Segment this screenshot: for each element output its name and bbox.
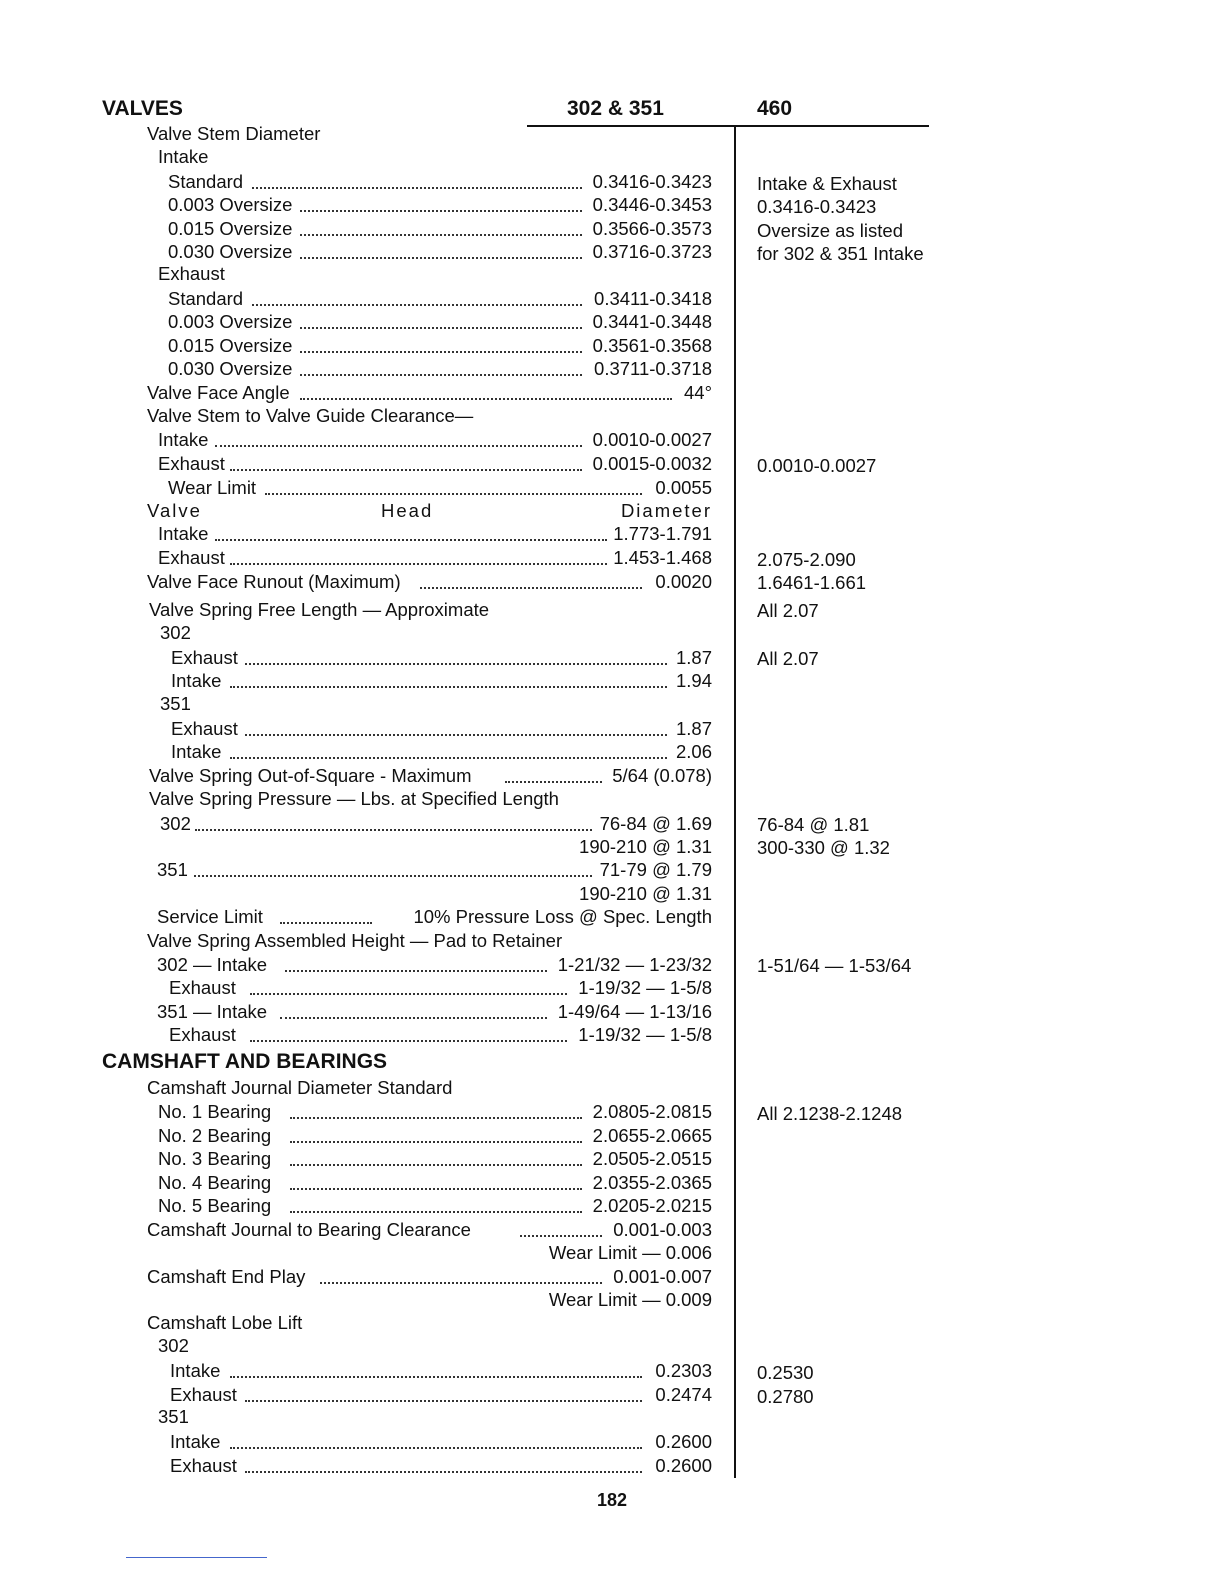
spec-row bbox=[0, 357, 712, 381]
page-number: 182 bbox=[596, 1490, 628, 1510]
leader-dots bbox=[320, 1282, 602, 1284]
spec-value: 0.3711-0.3718 bbox=[591, 357, 712, 381]
spec-label: Valve bbox=[147, 499, 206, 523]
spec-label: No. 3 Bearing bbox=[158, 1147, 275, 1171]
spec-label: Valve Spring Pressure — Lbs. at Specified Length bbox=[149, 787, 563, 811]
column-header-302-351: 302 & 351 bbox=[567, 97, 664, 120]
leader-dots bbox=[230, 469, 582, 471]
spec-value: 0.0015-0.0032 bbox=[590, 452, 712, 476]
spec-label: Valve Face Angle bbox=[147, 381, 294, 405]
leader-dots bbox=[250, 993, 567, 995]
spec-label: Valve Spring Out-of-Square - Maximum bbox=[149, 764, 476, 788]
spec-460-value: 1-51/64 — 1-53/64 bbox=[757, 955, 912, 976]
spec-label: Intake bbox=[158, 522, 212, 546]
spec-row bbox=[0, 1241, 712, 1265]
spec-label: Exhaust bbox=[169, 976, 240, 1000]
spec-460-value: 0.2780 bbox=[757, 1386, 814, 1407]
spec-row bbox=[0, 193, 712, 217]
spec-label: Exhaust bbox=[158, 262, 229, 286]
footer-rule bbox=[126, 1557, 267, 1558]
spec-label: Intake bbox=[171, 740, 225, 764]
leader-dots bbox=[230, 1447, 642, 1449]
spec-row bbox=[0, 812, 712, 836]
spec-label: 302 bbox=[160, 621, 195, 645]
leader-dots bbox=[300, 374, 582, 376]
spec-label: Valve Stem Diameter bbox=[147, 122, 324, 146]
spec-row bbox=[0, 692, 712, 716]
spec-row bbox=[0, 740, 712, 764]
spec-row bbox=[0, 1218, 712, 1242]
spec-row bbox=[0, 1023, 712, 1047]
spec-value: 0.3441-0.3448 bbox=[590, 310, 712, 334]
leader-dots bbox=[245, 1400, 642, 1402]
spec-label: Exhaust bbox=[170, 1383, 241, 1407]
spec-460-value: 76-84 @ 1.81 bbox=[757, 814, 870, 835]
leader-dots bbox=[230, 686, 667, 688]
leader-dots bbox=[290, 1164, 582, 1166]
leader-dots bbox=[290, 1211, 582, 1213]
spec-row bbox=[0, 240, 712, 264]
spec-row bbox=[0, 546, 712, 570]
leader-dots bbox=[230, 757, 667, 759]
spec-460-value: 300-330 @ 1.32 bbox=[757, 837, 890, 858]
column-header-460: 460 bbox=[757, 97, 793, 120]
spec-row bbox=[0, 882, 712, 906]
spec-label: Wear Limit bbox=[168, 476, 260, 500]
spec-label: Exhaust bbox=[171, 646, 242, 670]
leader-dots bbox=[190, 875, 592, 877]
spec-row bbox=[0, 646, 712, 670]
spec-row bbox=[0, 598, 712, 622]
leader-dots bbox=[290, 1117, 582, 1119]
spec-value: 2.0655-2.0665 bbox=[590, 1124, 712, 1148]
leader-dots bbox=[300, 351, 582, 353]
spec-460-value: 0.0010-0.0027 bbox=[757, 455, 877, 476]
leader-dots bbox=[280, 1017, 547, 1019]
spec-460-value: All 2.07 bbox=[757, 600, 819, 621]
diameter-label: Diameter bbox=[618, 499, 712, 523]
spec-row bbox=[0, 1454, 712, 1478]
spec-row bbox=[0, 1383, 712, 1407]
spec-row bbox=[0, 122, 712, 146]
spec-row bbox=[0, 476, 712, 500]
spec-value: 0.3446-0.3453 bbox=[590, 193, 712, 217]
spec-label: Exhaust bbox=[169, 1023, 240, 1047]
spec-value: 1-21/32 — 1-23/32 bbox=[555, 953, 712, 977]
leader-dots bbox=[280, 922, 372, 924]
spec-row bbox=[0, 929, 712, 953]
spec-row bbox=[0, 287, 712, 311]
spec-row bbox=[0, 570, 712, 594]
leader-dots bbox=[285, 970, 547, 972]
spec-row bbox=[0, 381, 712, 405]
spec-460-value: All 2.1238-2.1248 bbox=[757, 1103, 903, 1124]
spec-label: Exhaust bbox=[171, 717, 242, 741]
spec-label: 351 bbox=[160, 692, 195, 716]
spec-value: 2.0205-2.0215 bbox=[590, 1194, 712, 1218]
leader-dots bbox=[250, 1040, 567, 1042]
spec-row bbox=[0, 1311, 712, 1335]
spec-value: 190-210 @ 1.31 bbox=[576, 835, 712, 859]
spec-label: No. 2 Bearing bbox=[158, 1124, 275, 1148]
spec-value: 44° bbox=[681, 381, 712, 405]
leader-dots bbox=[195, 829, 592, 831]
spec-value: 1.94 bbox=[673, 669, 712, 693]
spec-value: 190-210 @ 1.31 bbox=[576, 882, 712, 906]
spec-label: Valve Stem to Valve Guide Clearance— bbox=[147, 404, 477, 428]
leader-dots bbox=[300, 257, 582, 259]
spec-label: No. 1 Bearing bbox=[158, 1100, 275, 1124]
spec-value: 2.0505-2.0515 bbox=[590, 1147, 712, 1171]
spec-row bbox=[0, 404, 712, 428]
spec-row bbox=[0, 428, 712, 452]
spec-label: Camshaft Lobe Lift bbox=[147, 1311, 306, 1335]
leader-dots bbox=[300, 327, 582, 329]
spec-row bbox=[0, 452, 712, 476]
spec-label: 351 bbox=[157, 858, 192, 882]
spec-label: 302 bbox=[158, 1334, 193, 1358]
leader-dots bbox=[252, 187, 582, 189]
leader-dots bbox=[245, 1471, 642, 1473]
spec-row bbox=[0, 787, 712, 811]
spec-row bbox=[0, 1100, 712, 1124]
spec-label: 0.030 Oversize bbox=[168, 240, 296, 264]
spec-label: Standard bbox=[168, 287, 247, 311]
spec-label: 0.015 Oversize bbox=[168, 334, 296, 358]
section-title-camshaft: CAMSHAFT AND BEARINGS bbox=[102, 1050, 388, 1073]
spec-label: Camshaft Journal to Bearing Clearance bbox=[147, 1218, 475, 1242]
spec-row bbox=[0, 835, 712, 859]
spec-value: 0.3416-0.3423 bbox=[590, 170, 712, 194]
spec-row bbox=[0, 1076, 712, 1100]
spec-label: 0.003 Oversize bbox=[168, 193, 296, 217]
spec-row bbox=[0, 1171, 712, 1195]
spec-value: 0.0020 bbox=[652, 570, 712, 594]
spec-value: 1.773-1.791 bbox=[610, 522, 712, 546]
spec-value: 0.2303 bbox=[652, 1359, 712, 1383]
spec-label: No. 5 Bearing bbox=[158, 1194, 275, 1218]
spec-label: Exhaust bbox=[158, 546, 229, 570]
spec-label: Exhaust bbox=[158, 452, 229, 476]
spec-value: 1.453-1.468 bbox=[610, 546, 712, 570]
spec-row bbox=[0, 1194, 712, 1218]
spec-value: 2.0805-2.0815 bbox=[590, 1100, 712, 1124]
spec-label: Camshaft End Play bbox=[147, 1265, 309, 1289]
spec-label: Service Limit bbox=[157, 905, 267, 929]
spec-label: Intake bbox=[170, 1359, 224, 1383]
leader-dots bbox=[252, 304, 582, 306]
spec-value: 0.2600 bbox=[652, 1430, 712, 1454]
spec-value: 0.3561-0.3568 bbox=[590, 334, 712, 358]
spec-460-value: Intake & Exhaust bbox=[757, 173, 897, 194]
spec-label: 0.003 Oversize bbox=[168, 310, 296, 334]
spec-label: Valve Face Runout (Maximum) bbox=[147, 570, 405, 594]
spec-label: 0.030 Oversize bbox=[168, 357, 296, 381]
spec-label: Standard bbox=[168, 170, 247, 194]
leader-dots bbox=[230, 563, 607, 565]
spec-value: 0.2600 bbox=[652, 1454, 712, 1478]
spec-460-value: for 302 & 351 Intake bbox=[757, 243, 924, 264]
spec-value: 2.0355-2.0365 bbox=[590, 1171, 712, 1195]
spec-row bbox=[0, 217, 712, 241]
leader-dots bbox=[290, 1141, 582, 1143]
spec-value: 76-84 @ 1.69 bbox=[597, 812, 712, 836]
leader-dots bbox=[215, 445, 582, 447]
spec-label: Valve Spring Assembled Height — Pad to Retainer bbox=[147, 929, 566, 953]
spec-row bbox=[0, 145, 712, 169]
leader-dots bbox=[300, 398, 672, 400]
spec-value: 1-19/32 — 1-5/8 bbox=[575, 1023, 712, 1047]
spec-row bbox=[0, 310, 712, 334]
leader-dots bbox=[265, 493, 642, 495]
spec-row bbox=[0, 717, 712, 741]
leader-dots bbox=[300, 210, 582, 212]
spec-value: Wear Limit — 0.006 bbox=[546, 1241, 712, 1265]
spec-label: No. 4 Bearing bbox=[158, 1171, 275, 1195]
spec-label: Exhaust bbox=[170, 1454, 241, 1478]
spec-label: 302 bbox=[160, 812, 195, 836]
leader-dots bbox=[505, 781, 602, 783]
spec-value: 1-49/64 — 1-13/16 bbox=[555, 1000, 712, 1024]
spec-row bbox=[0, 262, 712, 286]
leader-dots bbox=[300, 234, 582, 236]
spec-row bbox=[0, 1000, 712, 1024]
spec-value: 1.87 bbox=[673, 646, 712, 670]
spec-row bbox=[0, 858, 712, 882]
spec-row bbox=[0, 1405, 712, 1429]
spec-row bbox=[0, 499, 712, 523]
spec-label: Intake bbox=[158, 145, 212, 169]
spec-row bbox=[0, 522, 712, 546]
spec-460-value: 0.2530 bbox=[757, 1362, 814, 1383]
spec-row bbox=[0, 170, 712, 194]
leader-dots bbox=[245, 663, 667, 665]
spec-label: Intake bbox=[171, 669, 225, 693]
spec-row bbox=[0, 669, 712, 693]
spec-row bbox=[0, 1334, 712, 1358]
spec-value: 0.2474 bbox=[652, 1383, 712, 1407]
spec-label: Valve Spring Free Length — Approximate bbox=[149, 598, 493, 622]
spec-row bbox=[0, 1430, 712, 1454]
spec-label: Intake bbox=[158, 428, 212, 452]
leader-dots bbox=[245, 734, 667, 736]
spec-label: 302 — Intake bbox=[157, 953, 271, 977]
header-rule-right bbox=[734, 125, 929, 127]
spec-460-value: 0.3416-0.3423 bbox=[757, 196, 877, 217]
spec-value: 0.3716-0.3723 bbox=[590, 240, 712, 264]
column-divider bbox=[734, 126, 736, 1478]
leader-dots bbox=[420, 587, 642, 589]
spec-value: 0.001-0.003 bbox=[610, 1218, 712, 1242]
spec-label: Camshaft Journal Diameter Standard bbox=[147, 1076, 456, 1100]
spec-row bbox=[0, 905, 712, 929]
spec-row bbox=[0, 1124, 712, 1148]
section-title-valves: VALVES bbox=[102, 97, 183, 120]
spec-label: 351 bbox=[158, 1405, 193, 1429]
spec-value: 10% Pressure Loss @ Spec. Length bbox=[410, 905, 712, 929]
spec-label: Intake bbox=[170, 1430, 224, 1454]
spec-row bbox=[0, 953, 712, 977]
spec-row bbox=[0, 764, 712, 788]
spec-value: 1.87 bbox=[673, 717, 712, 741]
head-label: Head bbox=[381, 499, 437, 523]
spec-row bbox=[0, 1265, 712, 1289]
spec-value: 0.0010-0.0027 bbox=[590, 428, 712, 452]
spec-row bbox=[0, 1147, 712, 1171]
spec-value: 71-79 @ 1.79 bbox=[597, 858, 712, 882]
leader-dots bbox=[215, 539, 607, 541]
spec-460-value: Oversize as listed bbox=[757, 220, 903, 241]
spec-460-value: 2.075-2.090 bbox=[757, 549, 856, 570]
spec-row bbox=[0, 1359, 712, 1383]
spec-value: 0.3411-0.3418 bbox=[591, 287, 712, 311]
spec-label: 0.015 Oversize bbox=[168, 217, 296, 241]
leader-dots bbox=[520, 1235, 602, 1237]
spec-value: 2.06 bbox=[673, 740, 712, 764]
leader-dots bbox=[290, 1188, 582, 1190]
spec-value: 0.0055 bbox=[652, 476, 712, 500]
spec-row bbox=[0, 976, 712, 1000]
spec-value: 5/64 (0.078) bbox=[609, 764, 712, 788]
spec-value: Wear Limit — 0.009 bbox=[546, 1288, 712, 1312]
spec-row bbox=[0, 621, 712, 645]
spec-460-value: 1.6461-1.661 bbox=[757, 572, 867, 593]
spec-value: 1-19/32 — 1-5/8 bbox=[575, 976, 712, 1000]
spec-460-value: All 2.07 bbox=[757, 648, 819, 669]
leader-dots bbox=[230, 1376, 642, 1378]
spec-value: 0.001-0.007 bbox=[610, 1265, 712, 1289]
spec-row bbox=[0, 334, 712, 358]
spec-value: 0.3566-0.3573 bbox=[590, 217, 712, 241]
spec-label: 351 — Intake bbox=[157, 1000, 271, 1024]
spec-row bbox=[0, 1288, 712, 1312]
